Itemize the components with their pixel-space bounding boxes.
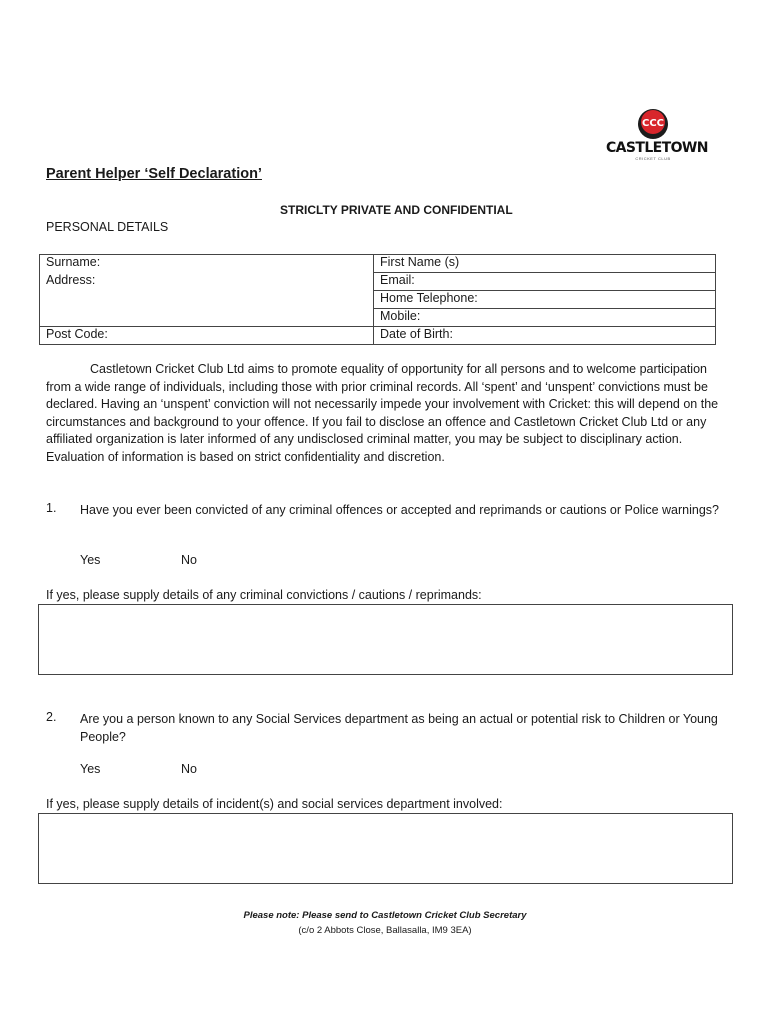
confidential-heading: STRICLTY PRIVATE AND CONFIDENTIAL bbox=[280, 203, 513, 217]
post-code-field[interactable]: Post Code: bbox=[40, 327, 374, 345]
question-text: Are you a person known to any Social Services department as being an actual or potential risk to Children or Young People? bbox=[80, 712, 718, 744]
no-option[interactable]: No bbox=[181, 762, 197, 776]
first-name-field[interactable]: First Name (s) bbox=[374, 255, 716, 273]
logo-name: CASTLETOWN bbox=[606, 140, 708, 156]
yes-option[interactable]: Yes bbox=[80, 762, 101, 776]
home-telephone-field[interactable]: Home Telephone: bbox=[374, 291, 716, 309]
email-field[interactable]: Email: bbox=[374, 273, 716, 291]
address-field-line[interactable] bbox=[40, 309, 374, 327]
surname-field[interactable]: Surname: bbox=[40, 255, 374, 273]
address-field[interactable]: Address: bbox=[40, 273, 374, 291]
mobile-field[interactable]: Mobile: bbox=[374, 309, 716, 327]
personal-details-table bbox=[39, 254, 716, 345]
yes-option[interactable]: Yes bbox=[80, 553, 101, 567]
club-logo bbox=[606, 104, 708, 170]
section-heading: PERSONAL DETAILS bbox=[46, 220, 169, 234]
details-textbox[interactable] bbox=[38, 604, 733, 675]
details-label: If yes, please supply details of any criminal convictions / cautions / reprimands: bbox=[46, 588, 482, 602]
address-field-line[interactable] bbox=[40, 291, 374, 309]
svg-text:CCC: CCC bbox=[641, 118, 665, 129]
question-text: Have you ever been convicted of any criminal offences or accepted and reprimands or cautions or Police warnings? bbox=[80, 503, 720, 517]
details-label: If yes, please supply details of incident(s) and social services department involved: bbox=[46, 797, 503, 811]
details-textbox[interactable] bbox=[38, 813, 733, 884]
page-title: Parent Helper ‘Self Declaration’ bbox=[46, 166, 262, 182]
footer-address: (c/o 2 Abbots Close, Ballasalla, IM9 3EA) bbox=[298, 925, 472, 936]
footer-note: Please note: Please send to Castletown Cricket Club Secretary bbox=[243, 910, 527, 921]
no-option[interactable]: No bbox=[181, 553, 197, 567]
logo-subtitle: CRICKET CLUB bbox=[635, 156, 671, 161]
date-of-birth-field[interactable]: Date of Birth: bbox=[374, 327, 716, 345]
intro-paragraph: Castletown Cricket Club Ltd aims to promote equality of opportunity for all persons and to welcome participation from a wide range of individuals, including those with prior criminal records. All ‘spent’ and ‘unspent’ convictions must be declared. Having an ‘unspent’ conviction will not necessarily impede your involvement with Cricket: this will depend on the circumstances and background to your offence. If you fail to disclose an offence and Castletown Cricket Club Ltd or any affiliated organization is later informed of any undisclosed criminal matter, you may be subject to disciplinary action. Evaluation of information is based on strict confidentiality and discretion. bbox=[46, 362, 719, 464]
question-number: 1. bbox=[46, 501, 57, 515]
cricket-ball-icon bbox=[606, 104, 700, 144]
question-number: 2. bbox=[46, 710, 57, 724]
